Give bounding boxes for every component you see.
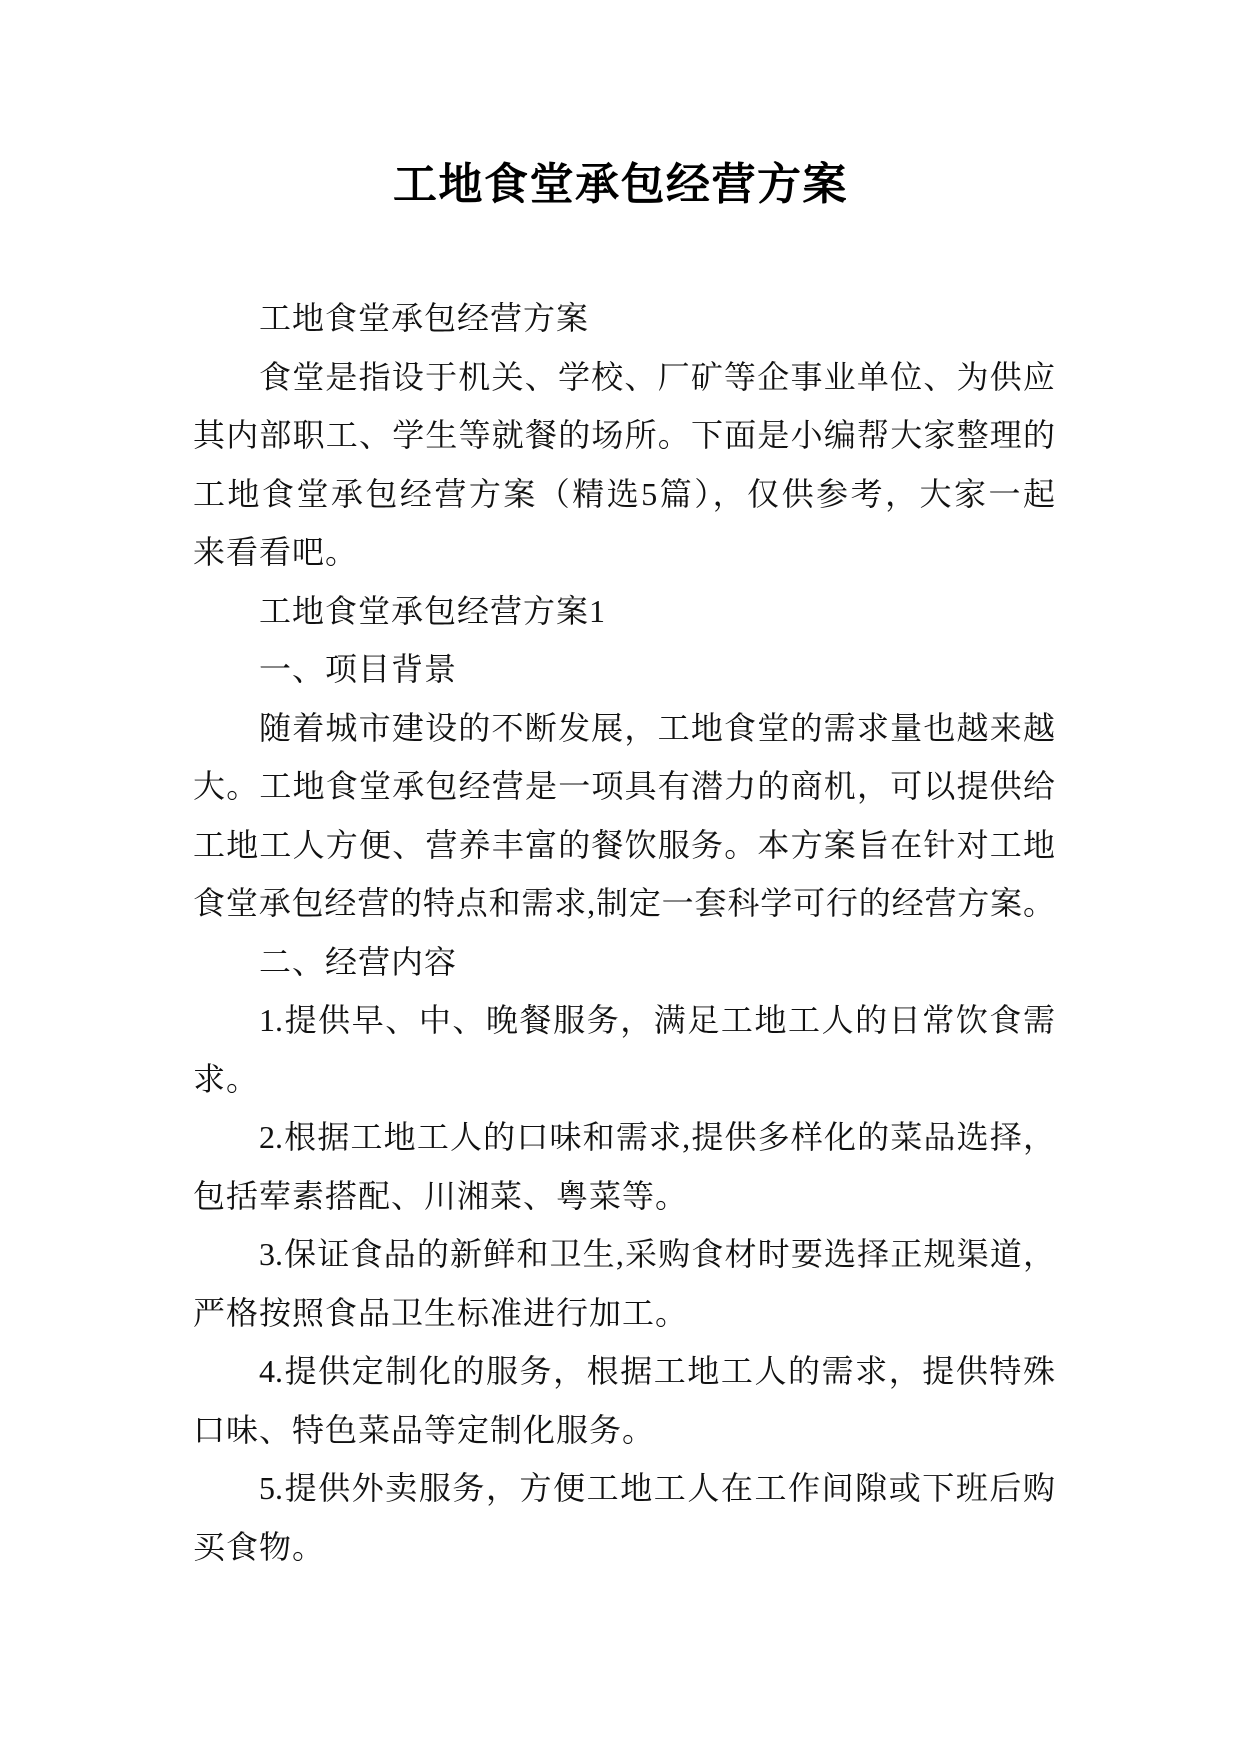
paragraph-line: 包括荤素搭配、川湘菜、粤菜等。	[193, 1177, 689, 1214]
list-item	[193, 1225, 1055, 1342]
paragraph-line: 2.根据工地工人的口味和需求,提供多样化的菜品选择，	[259, 1119, 1055, 1155]
intro-paragraph	[193, 348, 1055, 582]
paragraph-line: 食堂是指设于机关、学校、厂矿等企事业单位、为供应	[259, 358, 1055, 395]
paragraph-line: 来看看吧。	[193, 534, 359, 570]
section-heading: 二、经营内容	[259, 943, 458, 980]
section-project-background	[193, 640, 1055, 933]
paragraph-line: 4.提供定制化的服务，根据工地工人的需求，提供特殊	[259, 1353, 1055, 1389]
section-heading: 一、项目背景	[259, 651, 458, 687]
paragraph-line: 随着城市建设的不断发展，工地食堂的需求量也越来越	[259, 709, 1055, 746]
paragraph-line: 严格按照食品卫生标准进行加工。	[193, 1294, 689, 1331]
list-item	[193, 1108, 1055, 1225]
body-paragraph	[193, 699, 1055, 933]
paragraph-line: 3.保证食品的新鲜和卫生,采购食材时要选择正规渠道，	[259, 1236, 1055, 1272]
list-item	[193, 1459, 1055, 1576]
paragraph-line: 工地食堂承包经营方案（精选5篇），仅供参考，大家一起	[193, 475, 1055, 512]
paragraph-line: 求。	[193, 1060, 260, 1097]
document-title: 工地食堂承包经营方案	[393, 160, 848, 209]
paragraph-line: 1.提供早、中、晚餐服务，满足工地工人的日常饮食需	[259, 1002, 1055, 1038]
section-business-content	[193, 933, 1055, 1577]
intro-heading: 工地食堂承包经营方案	[259, 300, 590, 336]
paragraph-line: 口味、特色菜品等定制化服务。	[193, 1411, 656, 1448]
list-item	[193, 1342, 1055, 1459]
paragraph-line: 其内部职工、学生等就餐的场所。下面是小编帮大家整理的	[193, 417, 1055, 453]
paragraph-line: 大。工地食堂承包经营是一项具有潜力的商机，可以提供给	[193, 768, 1055, 804]
paragraph-line: 工地工人方便、营养丰富的餐饮服务。本方案旨在针对工地	[193, 826, 1055, 863]
list-item	[193, 991, 1055, 1108]
article-heading: 工地食堂承包经营方案1	[259, 592, 607, 629]
paragraph-line: 买食物。	[193, 1528, 326, 1565]
paragraph-line: 5.提供外卖服务，方便工地工人在工作间隙或下班后购	[259, 1470, 1055, 1506]
document-body	[193, 289, 1055, 1576]
paragraph-line: 食堂承包经营的特点和需求,制定一套科学可行的经营方案。	[193, 885, 1055, 921]
